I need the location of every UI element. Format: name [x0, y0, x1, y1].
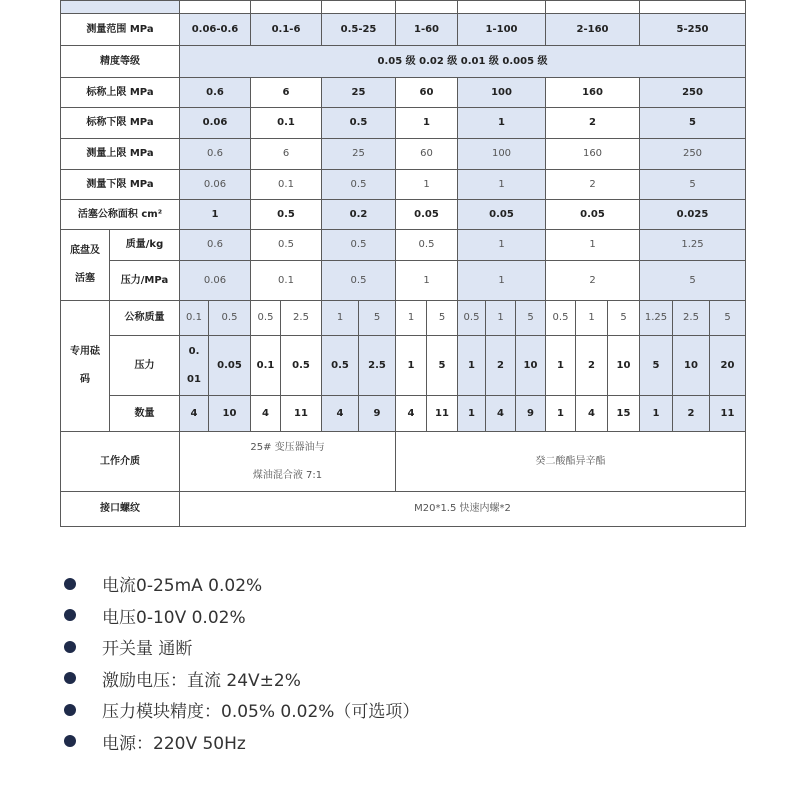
table-cell: 0.025: [640, 200, 746, 230]
table-cell: 10: [608, 336, 640, 396]
list-item-text: 电源：220V 50Hz: [102, 733, 246, 754]
header-cell: [546, 1, 640, 14]
table-cell: 0.5: [322, 170, 396, 200]
bullet-dot-icon: [64, 641, 76, 653]
table-cell: 2: [546, 170, 640, 200]
table-cell: 1: [396, 261, 458, 301]
cell-line: 01: [187, 373, 201, 385]
table-cell: 9: [516, 396, 546, 432]
group-label-line: 底盘及: [70, 245, 100, 256]
table-cell: 0.05 级 0.02 级 0.01 级 0.005 级: [180, 46, 746, 78]
table-cell: 100: [458, 78, 546, 108]
row-label: 质量/kg: [110, 230, 180, 261]
bullet-dot-icon: [64, 704, 76, 716]
header-row: [61, 1, 746, 14]
table-cell: 160: [546, 78, 640, 108]
cell-line: 煤油混合液 7:1: [252, 469, 323, 481]
table-cell: 5: [640, 261, 746, 301]
table-cell: 1: [458, 108, 546, 139]
cell-line: 25# 变压器油与: [250, 441, 325, 453]
table-row: [61, 139, 746, 170]
table-cell: 250: [640, 139, 746, 170]
table-cell: 1: [458, 336, 486, 396]
list-item: [64, 663, 419, 695]
row-label: 测量范围 MPa: [61, 14, 180, 46]
table-cell: 1: [396, 170, 458, 200]
table-cell: 0.1: [251, 261, 322, 301]
row-label: 活塞公称面积 cm²: [61, 200, 180, 230]
table-cell: 1: [546, 230, 640, 261]
table-row: [61, 336, 746, 396]
table-cell: 2: [486, 336, 516, 396]
row-label: 测量上限 MPa: [61, 139, 180, 170]
table-cell: 25: [322, 139, 396, 170]
table-cell: 11: [710, 396, 746, 432]
table-cell: 2: [673, 396, 710, 432]
table-cell: 5: [427, 301, 458, 336]
table-row: [61, 170, 746, 200]
table-cell: 0.2: [322, 200, 396, 230]
cell-line: 0.: [188, 345, 200, 357]
table-cell: 2-160: [546, 14, 640, 46]
header-cell: [396, 1, 458, 14]
table-row: [61, 432, 746, 492]
weights-group-label: [61, 301, 110, 432]
table-cell: 0.06-0.6: [180, 14, 251, 46]
table-cell: 10: [516, 336, 546, 396]
table-cell: 1.25: [640, 301, 673, 336]
table-cell: 2.5: [281, 301, 322, 336]
table-cell: 5: [640, 170, 746, 200]
row-label: 工作介质: [61, 432, 180, 492]
row-label: 接口螺纹: [61, 492, 180, 527]
table-cell: 2: [546, 261, 640, 301]
table-cell: 0.5: [281, 336, 322, 396]
list-item-text: 电压0-10V 0.02%: [102, 607, 246, 628]
table-cell: 0.5: [251, 200, 322, 230]
table-cell: 20: [710, 336, 746, 396]
table-cell: 0.5: [251, 301, 281, 336]
header-cell: [180, 1, 251, 14]
table-cell: 0.5: [458, 301, 486, 336]
table-cell: 60: [396, 139, 458, 170]
table-cell: 1: [180, 200, 251, 230]
list-item: [64, 568, 419, 600]
table-row: [61, 230, 746, 261]
piston-group-label: [61, 230, 110, 301]
table-cell: 4: [251, 396, 281, 432]
table-cell: 2: [546, 108, 640, 139]
table-cell: 5: [359, 301, 396, 336]
header-cell: [640, 1, 746, 14]
list-item: [64, 726, 419, 758]
table-cell: 1: [458, 396, 486, 432]
table-cell: 5: [710, 301, 746, 336]
list-item-text: 开关量 通断: [102, 639, 193, 660]
table-row: [61, 14, 746, 46]
table-cell: 0.06: [180, 261, 251, 301]
table-cell: 4: [486, 396, 516, 432]
table-cell: 0.05: [458, 200, 546, 230]
row-label: 标称下限 MPa: [61, 108, 180, 139]
table-cell: 0.5: [322, 261, 396, 301]
table-cell: 1: [546, 336, 576, 396]
table-cell: 1.25: [640, 230, 746, 261]
table-cell: M20*1.5 快速内螺*2: [180, 492, 746, 527]
table-cell: 1: [486, 301, 516, 336]
list-item: [64, 600, 419, 632]
table-cell: 15: [608, 396, 640, 432]
table-cell: 9: [359, 396, 396, 432]
table-cell: 1: [396, 301, 427, 336]
table-row: [61, 396, 746, 432]
table-cell: 0.1: [180, 301, 209, 336]
table-cell: 0.06: [180, 108, 251, 139]
table-cell: 160: [546, 139, 640, 170]
list-item-text: 电流0-25mA 0.02%: [102, 576, 263, 597]
table-cell: 0.6: [180, 230, 251, 261]
bullet-dot-icon: [64, 578, 76, 590]
table-cell: 1-60: [396, 14, 458, 46]
table-cell: 1: [396, 108, 458, 139]
table-cell: 0.1: [251, 108, 322, 139]
row-label: 精度等级: [61, 46, 180, 78]
table-cell: 4: [322, 396, 359, 432]
header-cell: [322, 1, 396, 14]
row-label: 压力/MPa: [110, 261, 180, 301]
table-cell: 1: [458, 170, 546, 200]
table-cell: 6: [251, 78, 322, 108]
table-cell: 0.1: [251, 170, 322, 200]
table-cell: 5: [427, 336, 458, 396]
table-cell: 11: [281, 396, 322, 432]
table-cell: 0.5: [546, 301, 576, 336]
table-cell: 5: [640, 108, 746, 139]
group-label-line: 码: [80, 374, 90, 385]
table-cell: 1: [458, 261, 546, 301]
table-cell: 2: [576, 336, 608, 396]
table-cell: 0.5: [322, 230, 396, 261]
table-cell: 250: [640, 78, 746, 108]
table-cell: 6: [251, 139, 322, 170]
table-cell: 10: [209, 396, 251, 432]
row-label: 公称质量: [110, 301, 180, 336]
feature-list: [64, 568, 419, 757]
table-cell: 11: [427, 396, 458, 432]
header-cell: [458, 1, 546, 14]
list-item-text: 激励电压：直流 24V±2%: [102, 670, 301, 691]
table-cell: 0.5: [322, 108, 396, 139]
table-cell: 4: [396, 396, 427, 432]
bullet-dot-icon: [64, 609, 76, 621]
table-cell: 1: [396, 336, 427, 396]
table-cell: 0.5: [251, 230, 322, 261]
table-cell: 0.5: [209, 301, 251, 336]
table-cell: 1: [546, 396, 576, 432]
bullet-dot-icon: [64, 735, 76, 747]
table-cell: 2.5: [359, 336, 396, 396]
table-cell: 0.06: [180, 170, 251, 200]
table-row: [61, 46, 746, 78]
spec-table: [60, 0, 746, 527]
header-cell: [251, 1, 322, 14]
table-cell: 25: [322, 78, 396, 108]
list-item: [64, 631, 419, 663]
table-cell: 5: [608, 301, 640, 336]
list-item: [64, 694, 419, 726]
table-cell: 1: [458, 230, 546, 261]
table-cell: 10: [673, 336, 710, 396]
table-cell: 0.05: [546, 200, 640, 230]
table-row: [61, 301, 746, 336]
table-cell: 0.05: [396, 200, 458, 230]
table-cell: 癸二酸酯异辛酯: [396, 432, 746, 492]
table-cell: [180, 432, 396, 492]
table-cell: 4: [180, 396, 209, 432]
table-cell: 1: [640, 396, 673, 432]
table-cell: 0.6: [180, 139, 251, 170]
table-cell: 0.5: [322, 336, 359, 396]
row-label: 压力: [110, 336, 180, 396]
table-cell: 1: [576, 301, 608, 336]
row-label: 数量: [110, 396, 180, 432]
table-cell: 1-100: [458, 14, 546, 46]
table-cell: 4: [576, 396, 608, 432]
group-label-line: 专用砝: [70, 346, 100, 357]
table-cell: 5-250: [640, 14, 746, 46]
table-row: [61, 108, 746, 139]
table-cell: 0.05: [209, 336, 251, 396]
table-cell: 0.1: [251, 336, 281, 396]
header-cell: [61, 1, 180, 14]
table-cell: 5: [516, 301, 546, 336]
table-cell: 2.5: [673, 301, 710, 336]
table-cell: 5: [640, 336, 673, 396]
bullet-dot-icon: [64, 672, 76, 684]
table-cell: 1: [322, 301, 359, 336]
table-cell: [180, 336, 209, 396]
table-cell: 0.1-6: [251, 14, 322, 46]
list-item-text: 压力模块精度：0.05% 0.02%（可选项）: [102, 702, 420, 723]
table-cell: 0.6: [180, 78, 251, 108]
table-row: [61, 261, 746, 301]
table-row: [61, 200, 746, 230]
table-cell: 0.5-25: [322, 14, 396, 46]
table-row: [61, 492, 746, 527]
table-cell: 0.5: [396, 230, 458, 261]
table-row: [61, 78, 746, 108]
table-cell: 100: [458, 139, 546, 170]
row-label: 标称上限 MPa: [61, 78, 180, 108]
group-label-line: 活塞: [75, 273, 95, 284]
table-cell: 60: [396, 78, 458, 108]
row-label: 测量下限 MPa: [61, 170, 180, 200]
